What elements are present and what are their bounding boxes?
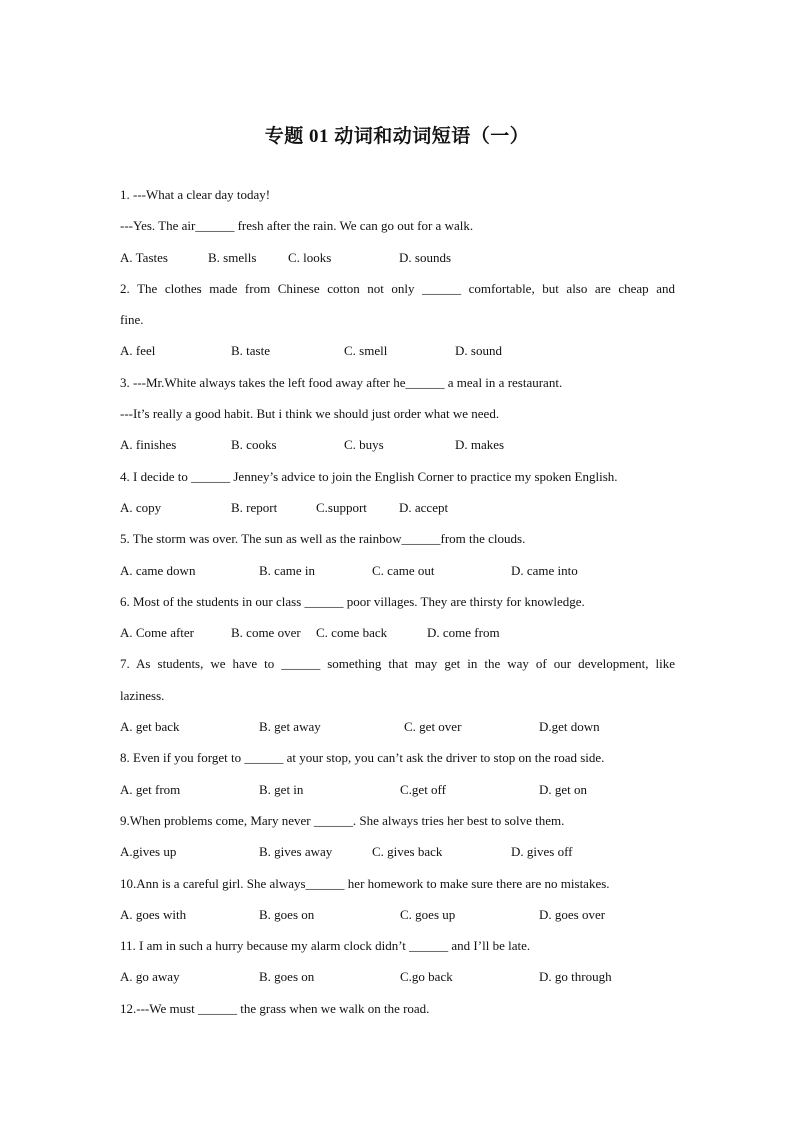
question-2-line-2: fine. — [120, 312, 144, 328]
question-11-option-c: C.go back — [400, 969, 453, 985]
question-2-option-d: D. sound — [455, 343, 502, 359]
question-9-option-a: A.gives up — [120, 844, 177, 860]
question-4-options — [120, 496, 675, 527]
question-1-line-2: ---Yes. The air______ fresh after the rain. We can go out for a walk. — [120, 218, 474, 234]
question-7-option-a: A. get back — [120, 719, 180, 735]
question-8-options — [120, 778, 675, 809]
question-3-option-a: A. finishes — [120, 437, 177, 453]
question-12-line-1: 12.---We must ______ the grass when we walk on the road. — [120, 1000, 430, 1016]
question-2-line-1: 2. The clothes made from Chinese cotton not only ______ comfortable, but also are cheap and — [120, 280, 675, 296]
question-7-options — [120, 715, 675, 746]
question-8-option-a: A. get from — [120, 781, 181, 797]
question-6-option-c: C. come back — [316, 625, 388, 641]
question-1-line-1: 1. ---What a clear day today! — [120, 187, 271, 202]
question-6-option-d: D. come from — [427, 625, 500, 641]
question-4-option-c: C.support — [316, 499, 367, 515]
question-list — [120, 183, 675, 1028]
question-10-option-d: D. goes over — [539, 906, 606, 922]
question-8-option-d: D. get on — [539, 781, 588, 797]
question-3-option-d: D. makes — [455, 437, 505, 453]
question-5-options — [120, 559, 675, 590]
question-7-line-2: laziness. — [120, 687, 165, 703]
question-5-option-c: C. came out — [372, 562, 435, 578]
question-11-line-1: 11. I am in such a hurry because my alarm clock didn’t ______ and I’ll be late. — [120, 938, 531, 954]
question-7-option-b: B. get away — [259, 719, 321, 735]
question-2-option-c: C. smell — [344, 343, 388, 359]
question-2-option-b: B. taste — [231, 343, 270, 359]
question-7-option-c: C. get over — [404, 719, 462, 735]
question-3-option-b: B. cooks — [231, 437, 277, 453]
question-1-options — [120, 246, 675, 277]
question-3-line-1: 3. ---Mr.White always takes the left food away after he______ a meal in a restaurant. — [120, 374, 563, 390]
question-10-options — [120, 903, 675, 934]
question-5-line-1: 5. The storm was over. The sun as well as the rainbow______from the clouds. — [120, 531, 526, 547]
question-2-options — [120, 339, 675, 370]
question-1-option-a: A. Tastes — [120, 249, 168, 265]
question-5-option-b: B. came in — [259, 562, 315, 578]
question-9-option-c: C. gives back — [372, 844, 443, 860]
question-4-option-b: B. report — [231, 499, 278, 515]
question-11-options — [120, 965, 675, 996]
question-7-line-1: 7. As students, we have to ______ something that may get in the way of our development, like — [120, 656, 675, 672]
question-9-options — [120, 840, 675, 871]
question-10-option-a: A. goes with — [120, 906, 187, 922]
question-6-option-a: A. Come after — [120, 625, 195, 641]
question-4-option-a: A. copy — [120, 499, 162, 515]
question-6-options — [120, 621, 675, 652]
question-11-option-b: B. goes on — [259, 969, 315, 985]
question-4-line-1: 4. I decide to ______ Jenney’s advice to join the English Corner to practice my spoken English. — [120, 468, 618, 484]
question-1-option-b: B. smells — [208, 249, 257, 265]
question-1-option-c: C. looks — [288, 249, 332, 265]
question-9-option-d: D. gives off — [511, 844, 573, 860]
question-5-option-d: D. came into — [511, 562, 578, 578]
question-8-line-1: 8. Even if you forget to ______ at your stop, you can’t ask the driver to stop on the road side. — [120, 750, 605, 766]
question-1-option-d: D. sounds — [399, 249, 452, 265]
question-8-option-c: C.get off — [400, 781, 446, 797]
question-11-option-a: A. go away — [120, 969, 180, 985]
question-10-option-c: C. goes up — [400, 906, 456, 922]
question-5-option-a: A. came down — [120, 562, 196, 578]
question-8-option-b: B. get in — [259, 781, 304, 797]
question-3-options — [120, 433, 675, 464]
page-title: 专题 01 动词和动词短语（一） — [264, 126, 530, 147]
question-6-line-1: 6. Most of the students in our class ______ poor villages. They are thirsty for knowledge. — [120, 593, 585, 609]
question-11-option-d: D. go through — [539, 969, 612, 985]
question-10-line-1: 10.Ann is a careful girl. She always______ her homework to make sure there are no mistakes. — [120, 875, 610, 891]
question-10-option-b: B. goes on — [259, 906, 315, 922]
question-9-option-b: B. gives away — [259, 844, 333, 860]
question-9-line-1: 9.When problems come, Mary never ______. She always tries her best to solve them. — [120, 812, 565, 828]
question-4-option-d: D. accept — [399, 499, 449, 515]
question-2-option-a: A. feel — [120, 343, 156, 359]
question-7-option-d: D.get down — [539, 719, 600, 735]
question-6-option-b: B. come over — [231, 625, 301, 641]
question-3-line-2: ---It’s really a good habit. But i think we should just order what we need. — [120, 406, 500, 422]
question-3-option-c: C. buys — [344, 437, 384, 453]
